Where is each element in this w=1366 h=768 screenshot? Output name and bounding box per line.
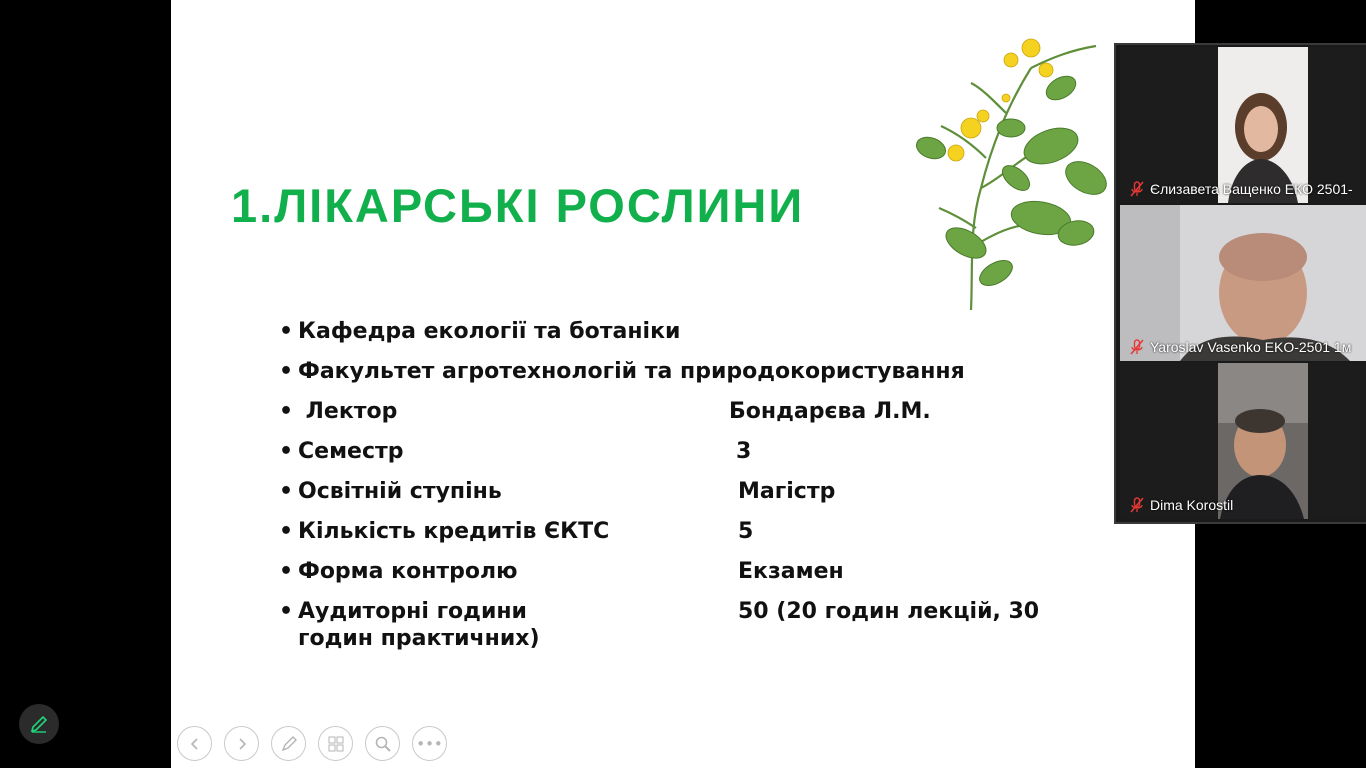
- participant-name: Yaroslav Vasenko EKO-2501 1м: [1150, 339, 1352, 355]
- more-icon[interactable]: •••: [412, 726, 447, 761]
- item-value: Магістр: [738, 479, 836, 504]
- item-label: Факультет агротехнологій та природокористування: [298, 359, 965, 384]
- bullet-dot: •: [279, 559, 294, 584]
- arrow-left-icon[interactable]: [177, 726, 212, 761]
- celandine-plant-illustration: [911, 28, 1121, 313]
- item-label: Кількість кредитів ЄКТС: [298, 519, 610, 544]
- bullet-dot: •: [279, 599, 294, 624]
- bullet-dot: •: [279, 519, 294, 544]
- slide-toolbar: [177, 726, 447, 764]
- mic-muted-icon: [1130, 339, 1144, 355]
- participant-tile[interactable]: [1120, 47, 1366, 203]
- participant-name-bar: [1130, 179, 1366, 199]
- bullet-dot: •: [279, 319, 294, 344]
- item-value: 5: [738, 519, 754, 544]
- participant-tile[interactable]: [1120, 363, 1366, 519]
- presentation-slide: [171, 0, 1195, 768]
- bullet-dot: •: [279, 479, 294, 504]
- participant-tile[interactable]: [1120, 205, 1366, 361]
- item-label: Форма контролю: [298, 559, 518, 584]
- item-value: Бондарєва Л.М.: [729, 399, 931, 424]
- bullet-dot: •: [279, 399, 294, 424]
- slides-grid-icon[interactable]: [318, 726, 353, 761]
- item-value: 50 (20 годин лекцій, 30: [738, 599, 1040, 624]
- item-label: Аудиторні години: [298, 599, 527, 624]
- participant-name-bar: [1130, 337, 1366, 357]
- participant-name: Dima Korostil: [1150, 497, 1234, 513]
- pen-icon[interactable]: [271, 726, 306, 761]
- slide-title: 1.ЛІКАРСЬКІ РОСЛИНИ: [231, 179, 805, 232]
- annotate-button[interactable]: [19, 704, 59, 744]
- item-label: Кафедра екології та ботаніки: [298, 319, 681, 344]
- item-value: 3: [736, 439, 752, 464]
- item-label: Семестр: [298, 439, 404, 464]
- participant-name-bar: [1130, 495, 1366, 515]
- bullet-dot: •: [279, 359, 294, 384]
- participant-name: Єлизавета Ващенко ЕКО 2501-: [1150, 181, 1353, 197]
- mic-muted-icon: [1130, 497, 1144, 513]
- item-label: Лектор: [298, 399, 398, 424]
- mic-muted-icon: [1130, 181, 1144, 197]
- item-label-continuation: годин практичних): [298, 626, 540, 651]
- bullet-dot: •: [279, 439, 294, 464]
- pencil-icon: [29, 714, 49, 734]
- magnifier-icon[interactable]: [365, 726, 400, 761]
- participants-video-panel: [1114, 43, 1366, 524]
- arrow-right-icon[interactable]: [224, 726, 259, 761]
- item-value: Екзамен: [738, 559, 844, 584]
- item-label: Освітній ступінь: [298, 479, 502, 504]
